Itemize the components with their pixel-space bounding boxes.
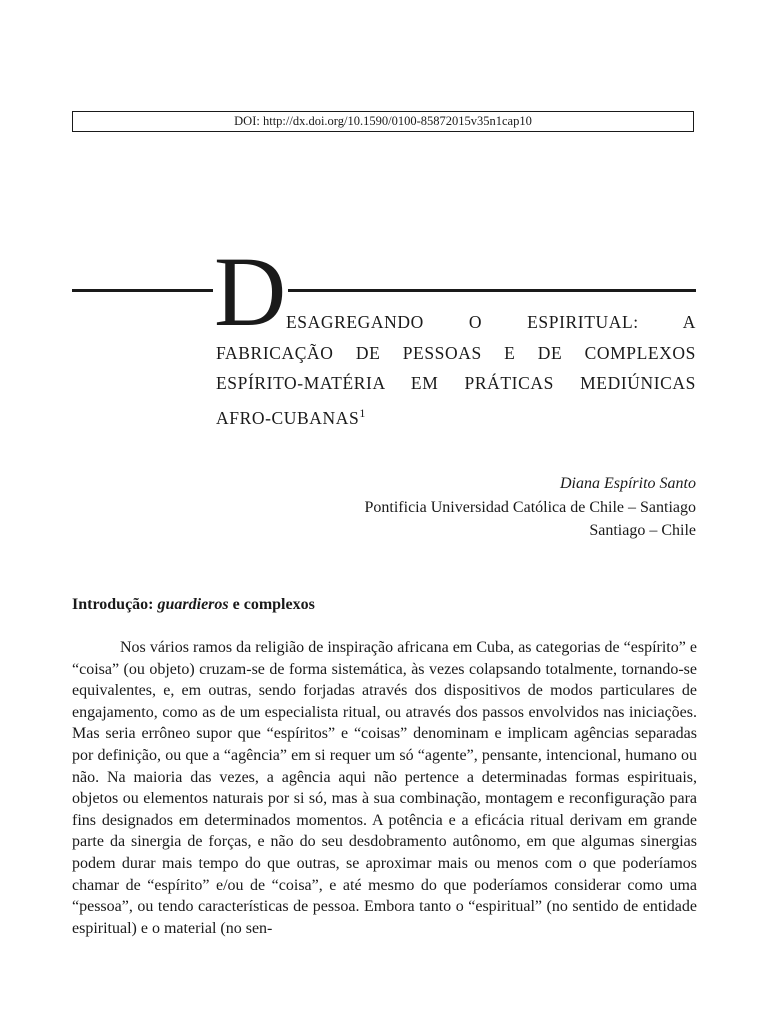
footnote-mark[interactable]: 1 [359, 406, 366, 420]
author-name: Diana Espírito Santo [559, 475, 696, 492]
section-heading-prefix: Introdução: [72, 596, 158, 613]
title-line-4-text: AFRO-CUBANAS [216, 407, 360, 428]
title-line-1: ESAGREGANDO O ESPIRITUAL: A [286, 312, 696, 332]
title-drop-cap: D [214, 236, 285, 347]
title-line-3: ESPÍRITO-MATÉRIA EM PRÁTICAS MEDIÚNICAS [216, 373, 696, 393]
doi-text: DOI: http://dx.doi.org/10.1590/0100-85872015v35n1cap10 [234, 114, 532, 128]
section-heading-italic: guardieros [157, 596, 229, 613]
title-line-4 [216, 402, 365, 429]
section-heading [72, 596, 315, 614]
section-heading-suffix: e complexos [228, 596, 315, 613]
title-rule-right [288, 289, 696, 292]
author-location: Santiago – Chile [589, 522, 696, 539]
title-line-2: FABRICAÇÃO DE PESSOAS E DE COMPLEXOS [216, 343, 696, 363]
doi-box [72, 111, 694, 132]
author-affiliation: Pontificia Universidad Católica de Chile – Santiago [364, 498, 696, 516]
author-block [365, 472, 696, 543]
body-paragraph: Nos vários ramos da religião de inspiração africana em Cuba, as categorias de “espírito” e “coisa” (ou objeto) cruzam-se de forma sistemática, às vezes colapsando totalmente, tornando-se equivalentes, e, em outras, sendo forjadas através dos dispositivos de modos particulares de engajamento, como as de um especialista ritual, ou através dos passos envolvidos nas iniciações. Mas seria errôneo supor que “espíritos” e “coisas” denominam e implicam agências separadas por definição, ou que a “agência” em si requer um só “agente”, pensante, intencional, humano ou não. Na maioria das vezes, a agência aqui não pertence a determinadas formas espirituais, objetos ou elementos naturais por si só, mas à sua combinação, montagem e reconfiguração para fins designados em determinados momentos. A potência e a eficácia ritual derivam em grande parte da sinergia de forças, e não do seu desdobramento autônomo, em que algumas sinergias podem durar mais tempo do que outras, se aproximar mais ou menos com o que poderíamos chamar de “espírito” e/ou de “coisa”, e até mesmo do que poderíamos considerar como uma “pessoa”, ou tendo características de pessoa. Embora tanto o “espiritual” (no sentido de entidade espiritual) e o material (no sen- [72, 639, 697, 937]
title-rule-left [72, 289, 213, 292]
